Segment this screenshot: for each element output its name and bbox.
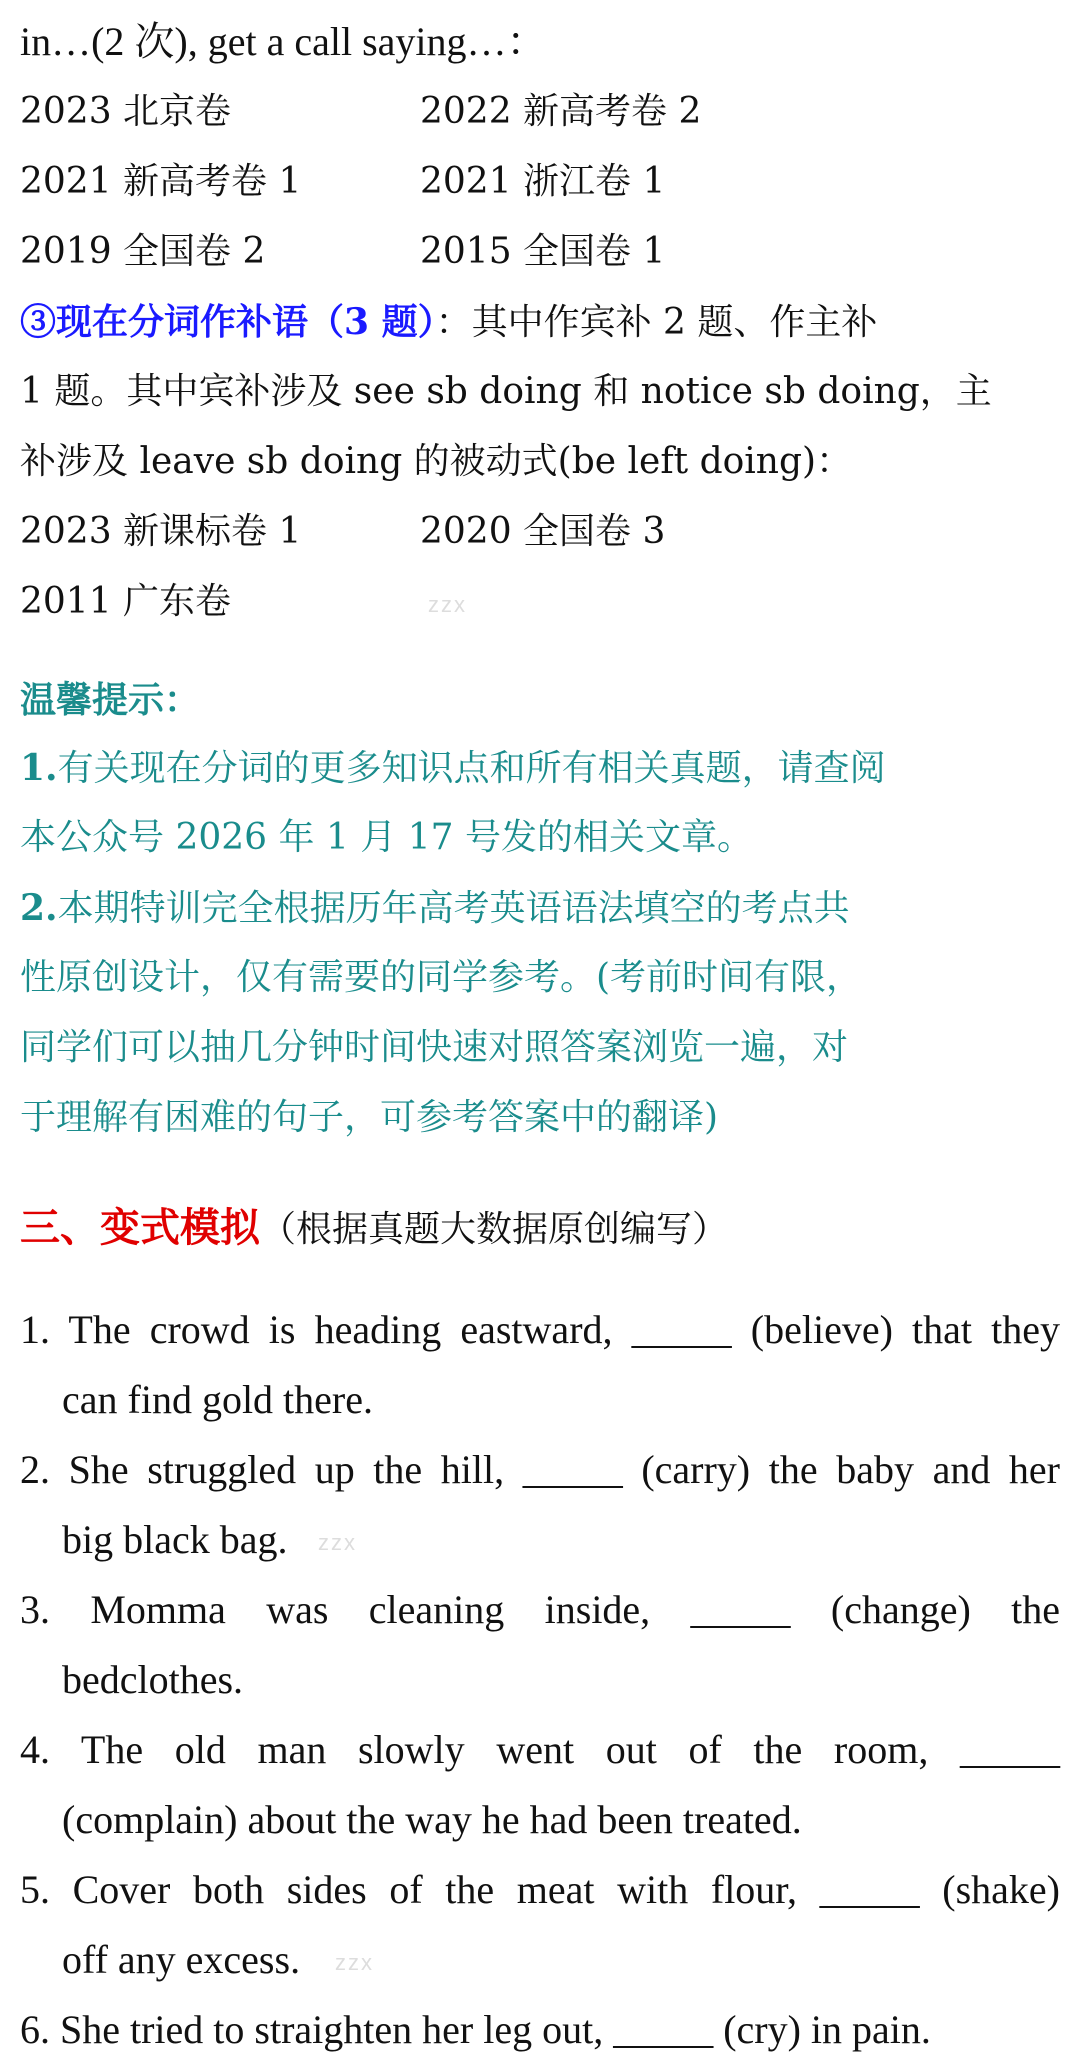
exam-item: 2022 新高考卷 2 (420, 91, 702, 132)
question-line: 6. She tried to straighten her leg out, _____ (cry) in pain. (20, 2007, 931, 2052)
exam-item: 2021 浙江卷 1 (420, 161, 666, 202)
part3-heading: 三、变式模拟 (20, 1204, 260, 1251)
tip-2-line-1: 2.本期特训完全根据历年高考英语语法填空的考点共 (20, 887, 850, 929)
exam-row (20, 154, 1060, 210)
question-line: off any excess. (62, 1937, 301, 1982)
watermark: zzx (318, 1530, 357, 1555)
tip-2-line-2: 性原创设计，仅有需要的同学参考。(考前时间有限， (20, 957, 863, 998)
question-line: 2. She struggled up the hill, _____ (carry) the baby and her (20, 1447, 1060, 1492)
exam-item: 2023 北京卷 (20, 91, 232, 132)
tip-2-line-4: 于理解有困难的句子，可参考答案中的翻译) (20, 1097, 719, 1138)
tips-title: 温馨提示： (20, 679, 201, 721)
exam-item: 2023 新课标卷 1 (20, 511, 302, 552)
tip-number: 1. (20, 747, 58, 789)
question-line: big black bag. (62, 1517, 288, 1562)
exam-row (20, 574, 1060, 630)
exam-item: 2019 全国卷 2 (20, 231, 266, 272)
watermark: zzx (335, 1950, 374, 1975)
watermark: zzx (428, 592, 467, 617)
question-line: can find gold there. (62, 1377, 373, 1422)
section3-text: ：其中作宾补 2 题、作主补 (435, 302, 878, 343)
question-line: bedclothes. (62, 1657, 244, 1702)
exam-item: 2020 全国卷 3 (420, 511, 666, 552)
part3-subheading: （根据真题大数据原创编写） (260, 1209, 729, 1250)
question-line: 3. Momma was cleaning inside, _____ (change) the (20, 1587, 1060, 1632)
tip-1-line-2: 本公众号 2026 年 1 月 17 号发的相关文章。 (20, 817, 753, 858)
exam-item: 2011 广东卷 (20, 581, 232, 622)
part3-heading-line (20, 1200, 1060, 1256)
question-line: 4. The old man slowly went out of the room, _____ (20, 1727, 1060, 1772)
exam-row (20, 224, 1060, 280)
exam-row (20, 84, 1060, 140)
exam-row (20, 504, 1060, 560)
section3-line-3: 补涉及 leave sb doing 的被动式(be left doing)： (20, 441, 853, 482)
section3-heading: ③现在分词作补语（3 题） (20, 301, 436, 343)
section3-line-2: 1 题。其中宾补涉及 see sb doing 和 notice sb doing，主 (20, 371, 992, 412)
question-line: 5. Cover both sides of the meat with flour, _____ (shake) (20, 1867, 1060, 1912)
exam-item: 2015 全国卷 1 (420, 231, 666, 272)
section3-line-1 (20, 294, 1060, 350)
exam-item: 2021 新高考卷 1 (20, 161, 302, 202)
question-line: (complain) about the way he had been treated. (62, 1797, 802, 1842)
question-line: 1. The crowd is heading eastward, _____ (believe) that they (20, 1307, 1060, 1352)
tip-number: 2. (20, 887, 58, 929)
tip-1-line-1: 1.有关现在分词的更多知识点和所有相关真题，请查阅 (20, 747, 886, 789)
tip-2-line-3: 同学们可以抽几分钟时间快速对照答案浏览一遍，对 (20, 1027, 849, 1068)
intro-line: in…(2 次), get a call saying…： (20, 19, 547, 64)
